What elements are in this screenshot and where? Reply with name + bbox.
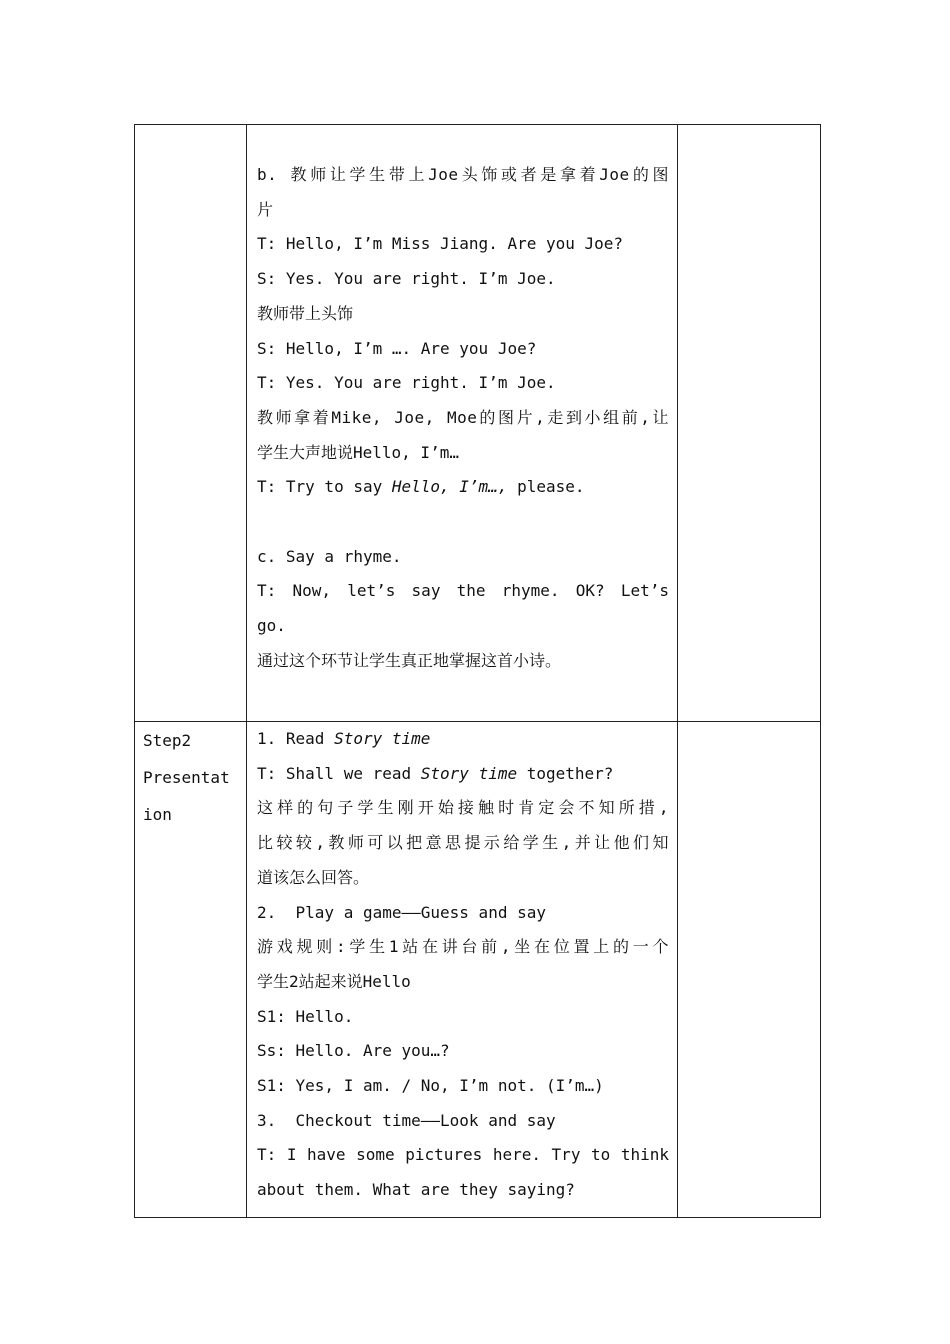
step-cell xyxy=(135,125,247,722)
text-line: Ss: Hello. Are you…? xyxy=(257,1041,450,1061)
text-line: c. Say a rhyme. xyxy=(257,546,402,566)
italic-text: Hello, I’m…, xyxy=(391,477,508,497)
step-label xyxy=(135,722,246,833)
text-line: 教师带上头饰 xyxy=(257,303,354,323)
text-segment: please. xyxy=(507,477,585,497)
text-line: T: Hello, I’m Miss Jiang. Are you Joe? xyxy=(257,234,624,254)
text-line xyxy=(257,470,669,505)
text-segment: together? xyxy=(517,763,614,783)
table-row xyxy=(135,722,821,1218)
text-segment: 1. Read xyxy=(257,729,335,748)
activity-content xyxy=(247,125,677,679)
text-line: 2. Play a game——Guess and say xyxy=(257,902,546,922)
text-line: 学生大声地说Hello, I’m… xyxy=(257,442,459,462)
text-line: go. xyxy=(257,616,286,636)
text-line: 学生2站起来说Hello xyxy=(257,971,411,991)
italic-text: Story time xyxy=(334,729,431,748)
text-line: T: Now, let’s say the rhyme. OK? Let’s xyxy=(257,581,669,601)
step-cell xyxy=(135,722,247,1218)
step-label-line: Presentat xyxy=(143,768,230,787)
blank-line xyxy=(257,505,669,540)
text-line: 片 xyxy=(257,199,274,219)
text-line: 比较较,教师可以把意思提示给学生,并让他们知 xyxy=(257,833,669,853)
note-cell xyxy=(678,125,821,722)
text-line: S1: Yes, I am. / No, I’m not. (I’m…) xyxy=(257,1076,604,1096)
activity-cell xyxy=(247,722,678,1218)
text-line: b. 教师让学生带上Joe头饰或者是拿着Joe的图 xyxy=(257,165,669,184)
text-line: S1: Hello. xyxy=(257,1006,354,1026)
step-label-line: ion xyxy=(143,805,172,824)
table-row xyxy=(135,125,821,722)
italic-text: Story time xyxy=(420,763,518,783)
text-line: 教师拿着Mike, Joe, Moe的图片,走到小组前,让 xyxy=(257,407,669,427)
text-line xyxy=(257,757,669,792)
note-cell xyxy=(678,722,821,1218)
text-line: 道该怎么回答。 xyxy=(257,867,370,887)
text-segment: T: Shall we read xyxy=(257,763,421,783)
text-line: T: Yes. You are right. I’m Joe. xyxy=(257,373,556,393)
text-line: 通过这个环节让学生真正地掌握这首小诗。 xyxy=(257,650,562,670)
lesson-plan-table xyxy=(134,124,821,1218)
text-line: 游戏规则:学生1站在讲台前,坐在位置上的一个 xyxy=(257,937,669,957)
text-line xyxy=(257,722,669,757)
activity-cell xyxy=(247,125,678,722)
activity-content xyxy=(247,722,677,1208)
text-line: S: Yes. You are right. I’m Joe. xyxy=(257,269,556,289)
text-line: T: I have some pictures here. Try to think xyxy=(257,1145,669,1165)
step-label-line: Step2 xyxy=(143,731,192,750)
text-line: 3. Checkout time——Look and say xyxy=(257,1110,556,1130)
text-segment: T: Try to say xyxy=(257,477,392,497)
text-line: about them. What are they saying? xyxy=(257,1180,575,1200)
text-line: S: Hello, I’m …. Are you Joe? xyxy=(257,338,537,358)
text-line: 这样的句子学生刚开始接触时肯定会不知所措, xyxy=(257,798,669,818)
